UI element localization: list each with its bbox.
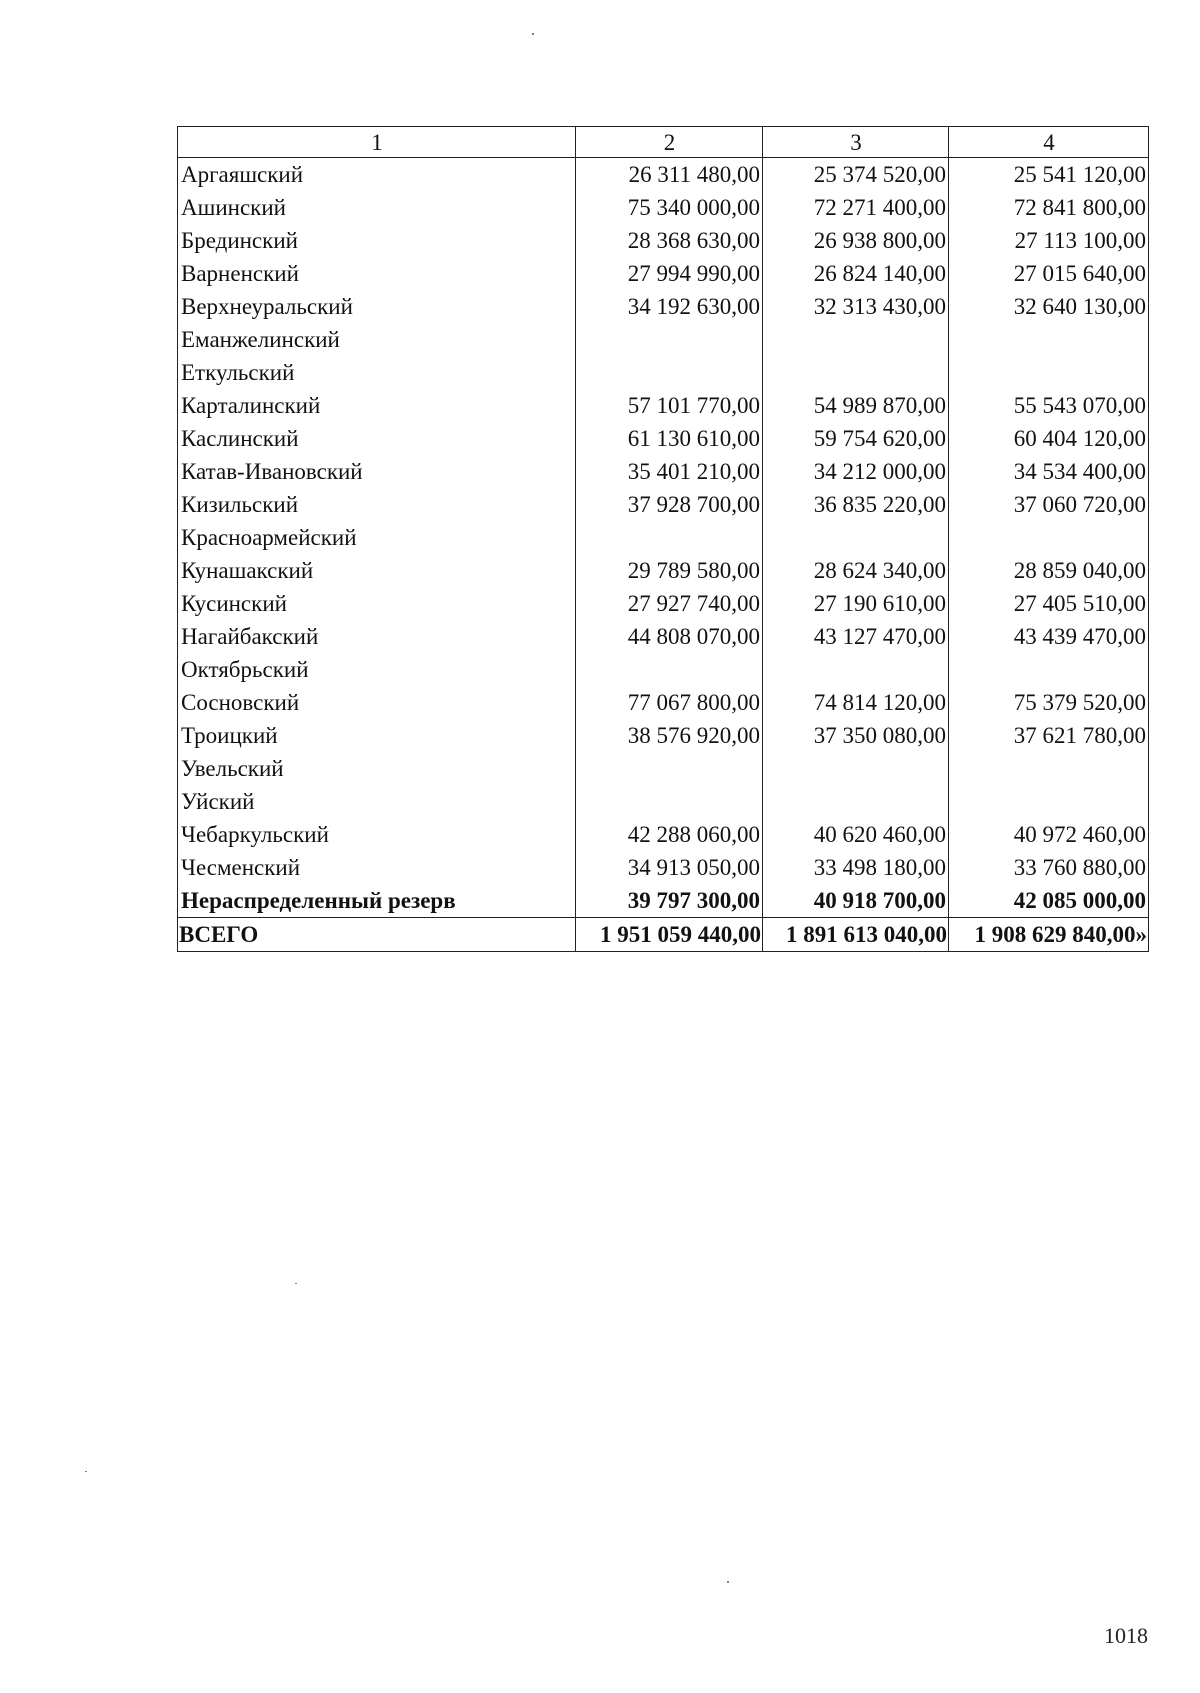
amount-col-3: [763, 356, 949, 389]
amount-col-4: [949, 521, 1149, 554]
table-row: [178, 587, 1149, 620]
amount-col-3: 36 835 220,00: [763, 488, 949, 521]
amount-col-3: 25 374 520,00: [763, 158, 949, 192]
amount-col-3: 59 754 620,00: [763, 422, 949, 455]
amount-col-4: 32 640 130,00: [949, 290, 1149, 323]
column-header-4: 4: [949, 127, 1149, 158]
scan-speck: [532, 33, 534, 35]
page-number: 1018: [1104, 1623, 1148, 1648]
district-name: Верхнеуральский: [178, 290, 576, 323]
table-row: [178, 818, 1149, 851]
table-row: [178, 158, 1149, 192]
amount-col-2: 34 192 630,00: [576, 290, 763, 323]
amount-col-3: 43 127 470,00: [763, 620, 949, 653]
district-name: Ашинский: [178, 191, 576, 224]
district-name: Брединский: [178, 224, 576, 257]
amount-col-2: [576, 521, 763, 554]
district-name: Троицкий: [178, 719, 576, 752]
district-name: Октябрьский: [178, 653, 576, 686]
amount-col-2: 57 101 770,00: [576, 389, 763, 422]
amount-col-2: [576, 653, 763, 686]
table-row: [178, 455, 1149, 488]
amount-col-4: 72 841 800,00: [949, 191, 1149, 224]
total-amount-col-3: 1 891 613 040,00: [763, 918, 949, 952]
amount-col-4: [949, 653, 1149, 686]
district-name: Аргаяшский: [178, 158, 576, 192]
amount-col-2: 28 368 630,00: [576, 224, 763, 257]
table-row: [178, 521, 1149, 554]
table-row: [178, 488, 1149, 521]
district-name: Нагайбакский: [178, 620, 576, 653]
amount-col-3: 74 814 120,00: [763, 686, 949, 719]
reserve-label: Нераспределенный резерв: [178, 884, 576, 918]
amount-col-4: 37 621 780,00: [949, 719, 1149, 752]
amount-col-3: 40 620 460,00: [763, 818, 949, 851]
amount-col-3: 34 212 000,00: [763, 455, 949, 488]
amount-col-4: 37 060 720,00: [949, 488, 1149, 521]
budget-table: [177, 126, 1149, 952]
amount-col-4: 28 859 040,00: [949, 554, 1149, 587]
amount-col-2: 29 789 580,00: [576, 554, 763, 587]
amount-col-3: 33 498 180,00: [763, 851, 949, 884]
amount-col-4: [949, 752, 1149, 785]
amount-col-2: 44 808 070,00: [576, 620, 763, 653]
district-name: Увельский: [178, 752, 576, 785]
district-name: Кусинский: [178, 587, 576, 620]
amount-col-2: 38 576 920,00: [576, 719, 763, 752]
table-row: [178, 257, 1149, 290]
table-header-row: [178, 127, 1149, 158]
total-label: ВСЕГО: [178, 918, 576, 952]
district-name: Чебаркульский: [178, 818, 576, 851]
amount-col-2: 61 130 610,00: [576, 422, 763, 455]
amount-col-2: [576, 323, 763, 356]
scan-speck: [85, 1471, 87, 1472]
amount-col-2: [576, 752, 763, 785]
amount-col-4: 25 541 120,00: [949, 158, 1149, 192]
district-name: Варненский: [178, 257, 576, 290]
table-row: [178, 719, 1149, 752]
amount-col-3: 26 938 800,00: [763, 224, 949, 257]
total-amount-col-2: 1 951 059 440,00: [576, 918, 763, 952]
table-row: [178, 620, 1149, 653]
amount-col-2: 35 401 210,00: [576, 455, 763, 488]
amount-col-2: 27 994 990,00: [576, 257, 763, 290]
amount-col-3: [763, 752, 949, 785]
column-header-1: 1: [178, 127, 576, 158]
table-row: [178, 785, 1149, 818]
table-row: [178, 422, 1149, 455]
table-row: [178, 191, 1149, 224]
amount-col-2: 27 927 740,00: [576, 587, 763, 620]
amount-col-3: 54 989 870,00: [763, 389, 949, 422]
table-row: [178, 752, 1149, 785]
reserve-row: [178, 884, 1149, 918]
table-row: [178, 224, 1149, 257]
district-name: Уйский: [178, 785, 576, 818]
amount-col-4: 60 404 120,00: [949, 422, 1149, 455]
table-row: [178, 356, 1149, 389]
amount-col-4: [949, 323, 1149, 356]
amount-col-4: 55 543 070,00: [949, 389, 1149, 422]
reserve-amount-col-4: 42 085 000,00: [949, 884, 1149, 918]
district-name: Чесменский: [178, 851, 576, 884]
amount-col-2: 75 340 000,00: [576, 191, 763, 224]
table-row: [178, 686, 1149, 719]
column-header-3: 3: [763, 127, 949, 158]
scan-speck: [295, 1283, 297, 1284]
amount-col-3: [763, 323, 949, 356]
column-header-2: 2: [576, 127, 763, 158]
amount-col-3: 32 313 430,00: [763, 290, 949, 323]
amount-col-4: 40 972 460,00: [949, 818, 1149, 851]
table-body: [178, 158, 1149, 952]
table-row: [178, 554, 1149, 587]
district-name: Еманжелинский: [178, 323, 576, 356]
amount-col-3: [763, 785, 949, 818]
district-name: Каслинский: [178, 422, 576, 455]
district-name: Красноармейский: [178, 521, 576, 554]
amount-col-3: 72 271 400,00: [763, 191, 949, 224]
table-row: [178, 290, 1149, 323]
amount-col-3: 28 624 340,00: [763, 554, 949, 587]
district-name: Карталинский: [178, 389, 576, 422]
amount-col-3: 26 824 140,00: [763, 257, 949, 290]
amount-col-4: [949, 785, 1149, 818]
district-name: Еткульский: [178, 356, 576, 389]
district-name: Сосновский: [178, 686, 576, 719]
reserve-amount-col-3: 40 918 700,00: [763, 884, 949, 918]
amount-col-4: 27 015 640,00: [949, 257, 1149, 290]
amount-col-2: 34 913 050,00: [576, 851, 763, 884]
amount-col-2: 26 311 480,00: [576, 158, 763, 192]
amount-col-4: [949, 356, 1149, 389]
amount-col-3: [763, 653, 949, 686]
amount-col-4: 27 405 510,00: [949, 587, 1149, 620]
table-row: [178, 851, 1149, 884]
amount-col-3: [763, 521, 949, 554]
amount-col-4: 34 534 400,00: [949, 455, 1149, 488]
amount-col-4: 75 379 520,00: [949, 686, 1149, 719]
district-name: Кизильский: [178, 488, 576, 521]
total-row: [178, 918, 1149, 952]
amount-col-3: 27 190 610,00: [763, 587, 949, 620]
amount-col-4: 43 439 470,00: [949, 620, 1149, 653]
amount-col-2: [576, 356, 763, 389]
amount-col-3: 37 350 080,00: [763, 719, 949, 752]
reserve-amount-col-2: 39 797 300,00: [576, 884, 763, 918]
table-row: [178, 323, 1149, 356]
district-name: Катав-Ивановский: [178, 455, 576, 488]
district-name: Кунашакский: [178, 554, 576, 587]
amount-col-4: 33 760 880,00: [949, 851, 1149, 884]
table-row: [178, 389, 1149, 422]
total-amount-col-4: 1 908 629 840,00»: [949, 918, 1149, 952]
scan-speck: [727, 1581, 729, 1583]
amount-col-4: 27 113 100,00: [949, 224, 1149, 257]
amount-col-2: [576, 785, 763, 818]
table-row: [178, 653, 1149, 686]
amount-col-2: 77 067 800,00: [576, 686, 763, 719]
amount-col-2: 37 928 700,00: [576, 488, 763, 521]
amount-col-2: 42 288 060,00: [576, 818, 763, 851]
